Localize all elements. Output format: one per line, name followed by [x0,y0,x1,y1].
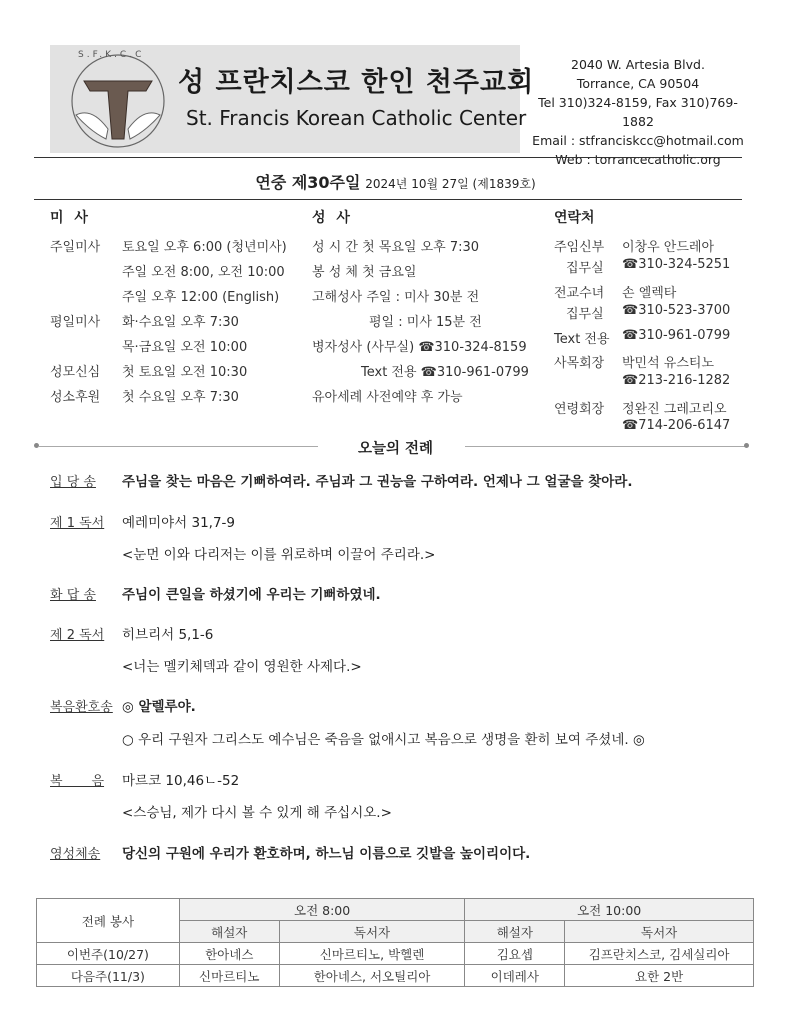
divider-top [34,157,742,158]
mass-time: 화·수요일 오후 7:30 [122,315,239,330]
right-hand-icon [128,113,160,139]
contact-label: 전교수녀 [554,286,605,301]
contact-heading: 연락처 [554,210,595,226]
contact-value: ☎310-961-0799 [622,328,731,343]
issue-date: 2024년 10월 27일 (제1839호) [365,177,536,191]
address-web: Web : torrancecatholic.org [555,152,721,167]
contact-value: ☎714-206-6147 [622,418,731,433]
communion-label: 영성체송 [50,847,101,862]
address-phone: Tel 310)324-8159, Fax 310)769-1882 [538,95,738,129]
church-title-english: St. Francis Korean Catholic Center [186,106,527,130]
table-cell: 한아네스 [179,943,279,965]
sacrament-row: 성 시 간 첫 목요일 오후 7:30 [312,240,480,255]
table-cell: 한아네스, 서오틸리아 [279,965,465,987]
reading1-label: 제 1 독서 [50,516,105,531]
divider-dot [744,443,749,448]
church-logo [62,45,174,153]
contact-label: Text 전용 [554,332,610,347]
week-title: 연중 제30주일 [255,173,361,192]
table-cell: 이데레사 [465,965,565,987]
mass-time: 목·금요일 오전 10:00 [122,340,248,355]
table-corner: 전례 봉사 [37,899,180,943]
mass-time: 주일 오후 12:00 (English) [122,290,280,305]
table-subheader: 해설자 [179,921,279,943]
table-cell: 신마르티노, 박헬렌 [279,943,465,965]
service-table [36,898,754,987]
mass-time: 첫 수요일 오후 7:30 [122,390,239,405]
week-title-bar [0,170,791,193]
liturgy-title: 오늘의 전례 [357,441,434,457]
sacrament-row: 봉 성 체 첫 금요일 [312,265,417,280]
reading2-ref: 히브리서 5,1-6 [122,627,214,643]
table-cell: 다음주(11/3) [37,965,180,987]
reading1-summary: <눈먼 이와 다리저는 이를 위로하며 이끌어 주리라.> [122,547,436,563]
alleluia-label: 복음환호송 [50,700,113,715]
contact-label: 집무실 [566,307,604,322]
church-title-korean: 성 프란치스코 한인 천주교회 [178,67,535,98]
sacraments-heading: 성 사 [312,210,353,226]
sacrament-row: Text 전용 ☎310-961-0799 [361,365,529,380]
gospel-label: 복 음 [50,774,105,789]
gospel-summary: <스승님, 제가 다시 볼 수 있게 해 주십시오.> [122,805,392,821]
alleluia-text: ◎ 알렐루야. [122,699,196,715]
divider-line [465,446,745,447]
table-row [37,965,754,987]
alleluia-verse: ○ 우리 구원자 그리스도 예수님은 죽음을 없애시고 복음으로 생명을 환히 보여 주셨네. ◎ [122,732,645,748]
reading1-ref: 예레미야서 31,7-9 [122,515,236,531]
mass-time: 토요일 오후 6:00 (청년미사) [122,240,287,255]
table-subheader: 해설자 [465,921,565,943]
table-cell: 요한 2반 [565,965,754,987]
table-cell: 이번주(10/27) [37,943,180,965]
contact-value: 정완진 그레고리오 [622,402,727,417]
mass-time: 첫 토요일 오전 10:30 [122,365,248,380]
contact-label: 사목회장 [554,356,605,371]
sacrament-row: 평일 : 미사 15분 전 [369,315,482,330]
reading2-label: 제 2 독서 [50,628,105,643]
contact-address [528,55,748,169]
sacrament-row: 유아세례 사전예약 후 가능 [312,390,463,405]
mass-label: 평일미사 [50,315,101,330]
contact-value: 손 엘렉타 [622,286,677,301]
contact-value: 이창우 안드레아 [622,240,715,255]
mass-heading: 미 사 [50,210,91,226]
contact-label: 집무실 [566,261,604,276]
mass-time: 주일 오전 8:00, 오전 10:00 [122,265,285,280]
table-cell: 김요셉 [465,943,565,965]
entrance-label: 입 당 송 [50,475,96,490]
sacrament-row: 고해성사 주일 : 미사 30분 전 [312,290,480,305]
mass-label: 성모신심 [50,365,101,380]
gospel-ref: 마르코 10,46ㄴ-52 [122,773,240,789]
table-group-header: 오전 8:00 [179,899,465,921]
table-row [37,943,754,965]
contact-value: ☎310-324-5251 [622,257,731,272]
address-city: Torrance, CA 90504 [576,76,700,91]
entrance-text: 주님을 찾는 마음은 기뻐하여라. 주님과 그 권능을 구하여라. 언제나 그 얼굴을 찾아라. [122,474,633,490]
contact-value: ☎213-216-1282 [622,373,731,388]
logo-lettering: S.F.K.C.C [78,50,145,60]
contact-label: 연령회장 [554,402,605,417]
left-hand-icon [76,113,108,139]
table-subheader: 독서자 [565,921,754,943]
reading2-summary: <너는 멜키체덱과 같이 영원한 사제다.> [122,659,362,675]
divider-week [34,199,742,200]
contact-value: 박민석 유스티노 [622,356,715,371]
table-group-header: 오전 10:00 [465,899,754,921]
address-street: 2040 W. Artesia Blvd. [571,57,705,72]
sacrament-row: 병자성사 (사무실) ☎310-324-8159 [312,340,527,355]
table-subheader: 독서자 [279,921,465,943]
contact-label: 주임신부 [554,240,605,255]
psalm-label: 화 답 송 [50,588,96,603]
psalm-text: 주님이 큰일을 하셨기에 우리는 기뻐하였네. [122,587,381,603]
mass-label: 주일미사 [50,240,101,255]
mass-label: 성소후원 [50,390,101,405]
table-cell: 김프란치스코, 김세실리아 [565,943,754,965]
address-email: Email : stfranciskcc@hotmail.com [532,133,744,148]
communion-text: 당신의 구원에 우리가 환호하며, 하느님 이름으로 깃발을 높이리이다. [122,846,531,862]
table-cell: 신마르티노 [179,965,279,987]
contact-value: ☎310-523-3700 [622,303,731,318]
